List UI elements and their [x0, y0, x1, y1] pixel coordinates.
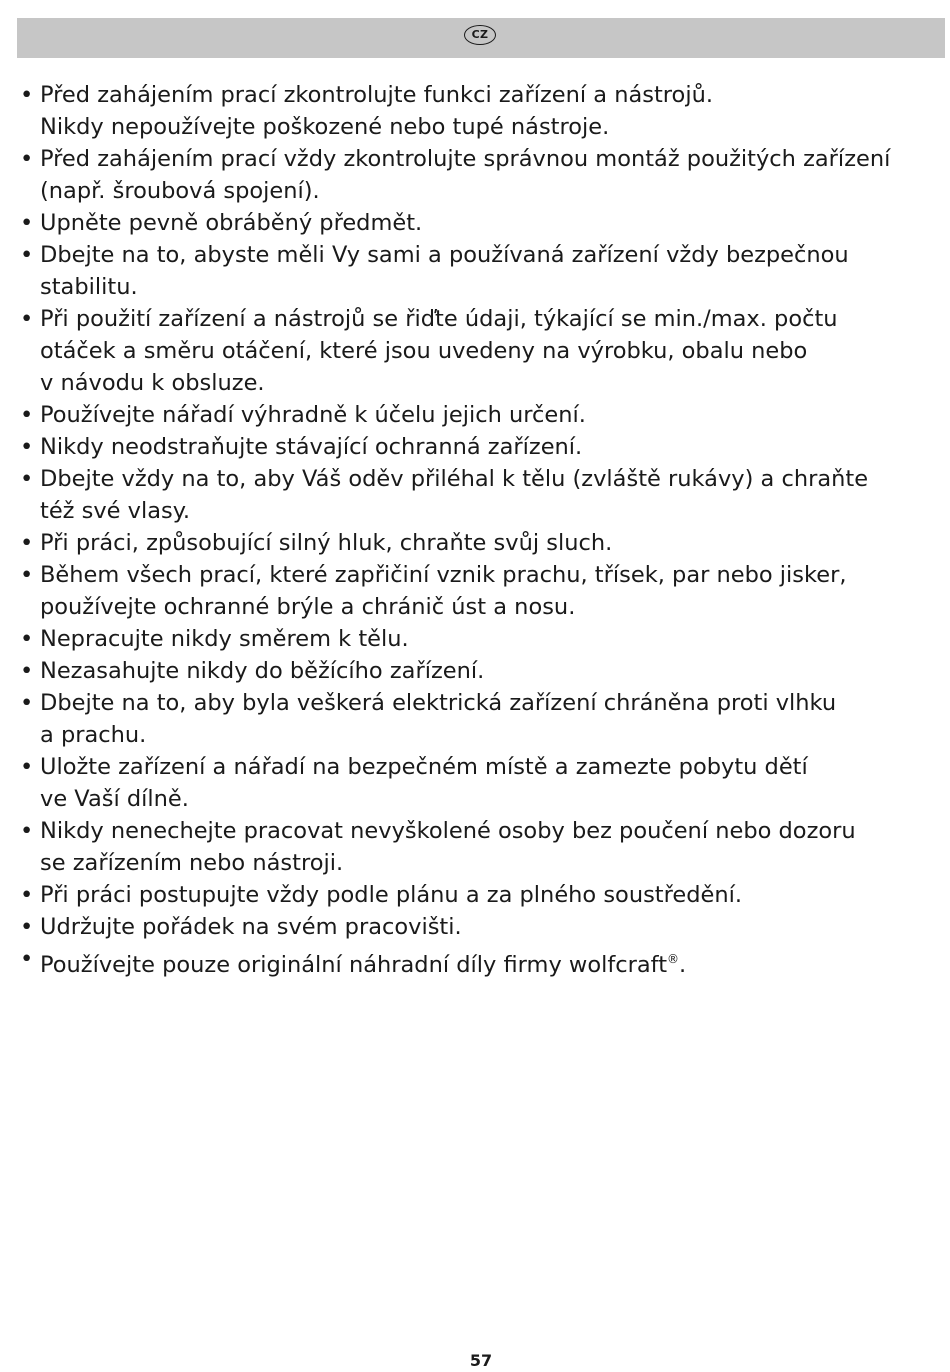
- list-item: [20, 303, 940, 399]
- list-item-line: [40, 79, 940, 111]
- page-number: 57: [469, 1351, 493, 1370]
- list-item: [20, 911, 940, 943]
- bullet-icon: •: [20, 658, 34, 684]
- bullet-icon: •: [20, 626, 34, 652]
- language-badge: CZ: [464, 25, 496, 45]
- list-item-line: [40, 303, 940, 335]
- list-item-text: Používejte nářadí výhradně k účelu jejich určení.: [40, 402, 586, 428]
- bullet-icon: •: [20, 690, 34, 716]
- bullet-icon: •: [20, 146, 34, 172]
- list-item-line: [40, 943, 940, 981]
- list-item: [20, 687, 940, 751]
- list-item-line: [40, 431, 940, 463]
- list-item-line: [40, 271, 940, 303]
- list-item: [20, 463, 940, 527]
- list-item-line: [40, 175, 940, 207]
- list-item-text: též své vlasy.: [40, 498, 190, 524]
- list-item-line: [40, 655, 940, 687]
- list-item-text: Při práci, způsobující silný hluk, chraňte svůj sluch.: [40, 530, 613, 556]
- list-item-text: Používejte pouze originální náhradní díly firmy wolfcraft: [40, 952, 668, 978]
- bullet-icon: •: [20, 210, 34, 236]
- list-item: [20, 239, 940, 303]
- list-item-line: [40, 335, 940, 367]
- list-item: [20, 623, 940, 655]
- list-item-text: Uložte zařízení a nářadí na bezpečném místě a zamezte pobytu dětí: [40, 754, 808, 780]
- safety-instructions-list: [20, 79, 940, 981]
- bullet-icon: •: [20, 914, 34, 940]
- list-item-text: stabilitu.: [40, 274, 138, 300]
- list-item-line: [40, 847, 940, 879]
- list-item-text: Při práci postupujte vždy podle plánu a za plného soustředění.: [40, 882, 743, 908]
- list-item-line: [40, 751, 940, 783]
- bullet-icon: •: [20, 562, 34, 588]
- list-item: [20, 655, 940, 687]
- list-item-line: [40, 783, 940, 815]
- list-item-line: [40, 719, 940, 751]
- bullet-icon: •: [20, 242, 34, 268]
- list-item-text: Dbejte vždy na to, aby Váš oděv přiléhal k tělu (zvláště rukávy) a chraňte: [40, 466, 869, 492]
- bullet-icon: •: [20, 818, 34, 844]
- list-item-line: [40, 399, 940, 431]
- list-item-text: používejte ochranné brýle a chránič úst a nosu.: [40, 594, 576, 620]
- bullet-icon: •: [20, 434, 34, 460]
- bullet-icon: •: [20, 306, 34, 332]
- list-item-text: Před zahájením prací vždy zkontrolujte správnou montáž použitých zařízení: [40, 146, 891, 172]
- list-item: [20, 431, 940, 463]
- bullet-icon: •: [20, 882, 34, 908]
- list-item-text: Nikdy nepoužívejte poškozené nebo tupé nástroje.: [40, 114, 610, 140]
- list-item-text: ve Vaší dílně.: [40, 786, 189, 812]
- list-item-line: [40, 623, 940, 655]
- list-item: [20, 943, 940, 981]
- list-item-line: [40, 559, 940, 591]
- list-item-text: Před zahájením prací zkontrolujte funkci zařízení a nástrojů.: [40, 82, 713, 108]
- list-item-text: (např. šroubová spojení).: [40, 178, 320, 204]
- list-item-line: [40, 367, 940, 399]
- list-item-text: otáček a směru otáčení, které jsou uvedeny na výrobku, obalu nebo: [40, 338, 808, 364]
- list-item: [20, 815, 940, 879]
- bullet-icon: •: [20, 402, 34, 428]
- bullet-icon: •: [20, 754, 34, 780]
- list-item: [20, 527, 940, 559]
- list-item: [20, 751, 940, 815]
- list-item-line: [40, 911, 940, 943]
- registered-trademark-mark: ®: [667, 952, 680, 966]
- list-item-line: [40, 879, 940, 911]
- list-item: [20, 559, 940, 623]
- bullet-icon: •: [20, 82, 34, 108]
- list-item-text: Udržujte pořádek na svém pracovišti.: [40, 914, 462, 940]
- list-item-line: [40, 111, 940, 143]
- list-item-text: Během všech prací, které zapřičiní vznik prachu, třísek, par nebo jisker,: [40, 562, 847, 588]
- list-item-text: Dbejte na to, aby byla veškerá elektrická zařízení chráněna proti vlhku: [40, 690, 837, 716]
- list-item: [20, 399, 940, 431]
- list-item-text: se zařízením nebo nástroji.: [40, 850, 344, 876]
- bullet-icon: •: [20, 530, 34, 556]
- list-item: [20, 79, 940, 143]
- list-item-line: [40, 207, 940, 239]
- list-item-line: [40, 143, 940, 175]
- list-item-suffix: .: [679, 952, 687, 978]
- bullet-icon: •: [20, 466, 34, 492]
- list-item-line: [40, 591, 940, 623]
- bullet-icon: •: [20, 946, 34, 972]
- list-item-text: a prachu.: [40, 722, 147, 748]
- list-item-line: [40, 687, 940, 719]
- list-item-text: Při použití zařízení a nástrojů se řiďte údaji, týkající se min./max. počtu: [40, 306, 838, 332]
- list-item-text: Nepracujte nikdy směrem k tělu.: [40, 626, 409, 652]
- list-item: [20, 879, 940, 911]
- list-item-text: v návodu k obsluze.: [40, 370, 265, 396]
- list-item: [20, 143, 940, 207]
- list-item-text: Nikdy neodstraňujte stávající ochranná zařízení.: [40, 434, 583, 460]
- list-item-line: [40, 495, 940, 527]
- list-item-line: [40, 463, 940, 495]
- list-item-text: Nezasahujte nikdy do běžícího zařízení.: [40, 658, 485, 684]
- list-item-line: [40, 239, 940, 271]
- list-item: [20, 207, 940, 239]
- list-item-line: [40, 527, 940, 559]
- list-item-text: Dbejte na to, abyste měli Vy sami a používaná zařízení vždy bezpečnou: [40, 242, 849, 268]
- list-item-text: Upněte pevně obráběný předmět.: [40, 210, 423, 236]
- list-item-line: [40, 815, 940, 847]
- list-item-text: Nikdy nenechejte pracovat nevyškolené osoby bez poučení nebo dozoru: [40, 818, 856, 844]
